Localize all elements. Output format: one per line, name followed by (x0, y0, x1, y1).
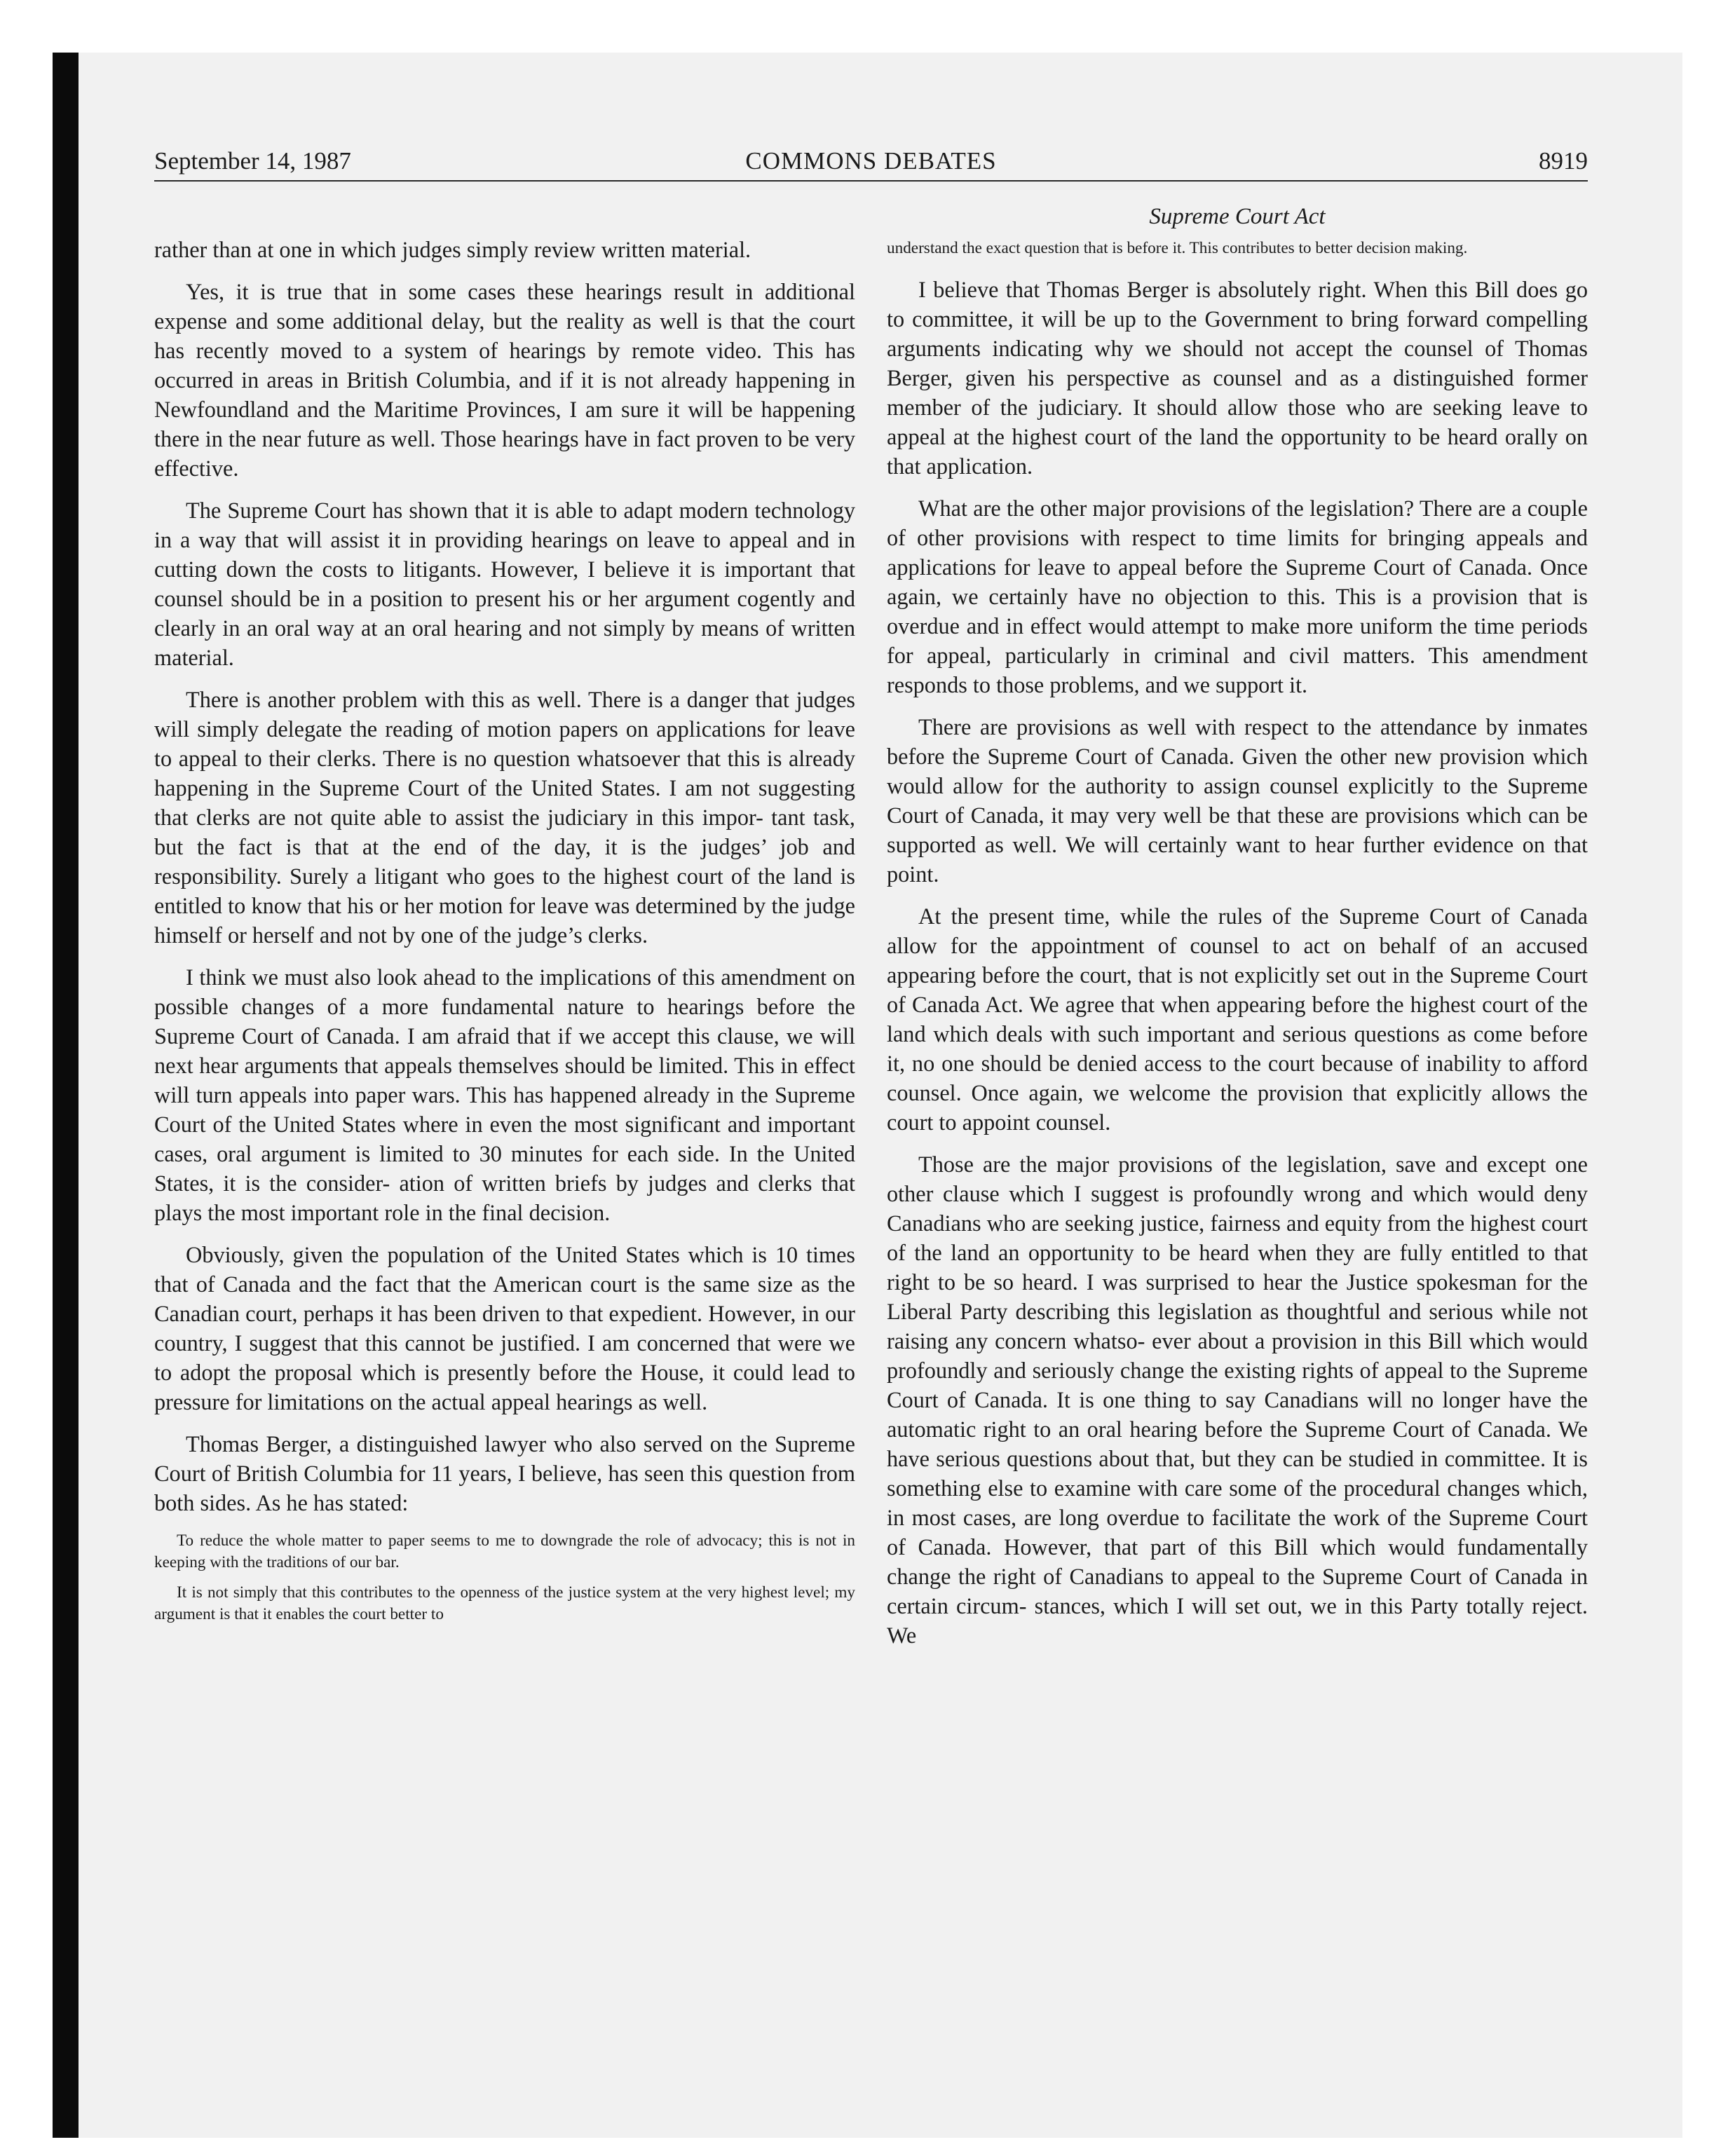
paragraph: rather than at one in which judges simply review written material. (154, 237, 751, 262)
scan-edge-shadow (53, 53, 79, 2138)
document-page (154, 144, 1588, 2078)
header-page-number: 8919 (1539, 147, 1588, 175)
paragraph: There is another problem with this as well. There is a danger that judges will simply delegate the reading of motion papers on applications for leave to appeal to their clerks. There is no question whatsoever that this is already happening in the Supreme Court of the United States. I am not suggesting that clerks are not quite able to assist the judiciary in this impor- tant task, but the fact is that at the end of the day, it is the judges’ job and responsibility. Surely a litigant who goes to the highest court of the land is entitled to know that his or her motion for leave was determined by the judge himself or herself and not by one of the judge’s clerks. (154, 687, 855, 948)
left-column (154, 235, 855, 1634)
block-quote-continuation: understand the exact question that is before it. This contributes to better decision making. (887, 239, 1468, 257)
paragraph: What are the other major provisions of the legislation? There are a couple of other provisions with respect to time limits for bringing appeals and applications for leave to appeal before the Supreme Court of Canada. Once again, we certainly have no objection to this. This is a provision that is overdue and in effect would attempt to make more uniform the time periods for appeal, particularly in criminal and civil matters. This amendment responds to those problems, and we support it. (887, 496, 1588, 697)
paragraph: Thomas Berger, a distinguished lawyer who also served on the Supreme Court of British Columbia for 11 years, I believe, has seen this question from both sides. As he has stated: (154, 1431, 855, 1515)
paragraph: Obviously, given the population of the United States which is 10 times that of Canada and the fact that the American court is the same size as the Canadian court, perhaps it has been driven to that expedient. However, in our country, I suggest that this cannot be justified. I am concerned that were we to adopt the proposal which is presently before the House, it could lead to pressure for limitations on the actual appeal hearings as well. (154, 1242, 855, 1414)
header-rule (154, 180, 1588, 182)
block-quote: To reduce the whole matter to paper seems to me to downgrade the role of advocacy; this is not in keeping with the traditions of our bar. (154, 1531, 855, 1571)
paragraph: At the present time, while the rules of the Supreme Court of Canada allow for the appointment of counsel to act on behalf of an accused appearing before the court, that is not explicitly set out in the Supreme Court of Canada Act. We agree that when appearing before the highest court of the land which deals with such important and serious questions as come before it, no one should be denied access to the court because of inability to afford counsel. Once again, we welcome the provision that explicitly allows the court to appoint counsel. (887, 903, 1588, 1135)
page-header (154, 144, 1588, 179)
paragraph: There are provisions as well with respect to the attendance by inmates before the Supreme Court of Canada. Given the other new provision which would allow for the authority to assign counsel explicitly to the Supreme Court of Canada, it may very well be that these are provisions which can be supported as well. We will certainly want to hear further evidence on that point. (887, 714, 1588, 887)
paragraph: The Supreme Court has shown that it is able to adapt modern technology in a way that will assist it in providing hearings on leave to appeal and in cutting down the costs to litigants. However, I believe it is important that counsel should be in a position to present his or her argument cogently and clearly in an oral way at an oral hearing and not simply by means of written material. (154, 498, 855, 670)
right-column (887, 200, 1588, 1663)
paragraph: I think we must also look ahead to the implications of this amendment on possible changes of a more fundamental nature to hearings before the Supreme Court of Canada. I am afraid that if we accept this clause, we will next hear arguments that appeals themselves should be limited. This in effect will turn appeals into paper wars. This has happened already in the Supreme Court of the United States where in even the most significant and important cases, oral argument is limited to 30 minutes for each side. In the United States, it is the consider- ation of written briefs by judges and clerks that plays the most important role in the final decision. (154, 964, 855, 1225)
running-head: Supreme Court Act (1149, 204, 1326, 229)
header-date: September 14, 1987 (154, 147, 351, 175)
block-quote: It is not simply that this contributes to the openness of the justice system at the very highest level; my argument is that it enables the court better to (154, 1583, 855, 1623)
paragraph: I believe that Thomas Berger is absolutely right. When this Bill does go to committee, it will be up to the Government to bring forward compelling arguments indicating why we should not accept the counsel of Thomas Berger, given his perspective as counsel and as a distinguished former member of the judiciary. It should allow those who are seeking leave to appeal at the highest court of the land the opportunity to be heard orally on that application. (887, 277, 1588, 479)
header-publication-title: COMMONS DEBATES (745, 147, 997, 175)
paragraph: Those are the major provisions of the legislation, save and except one other clause which I suggest is profoundly wrong and which would deny Canadians who are seeking justice, fairness and equity from the highest court of the land an opportunity to be heard when they are fully entitled to that right to be so heard. I was surprised to hear the Justice spokesman for the Liberal Party describing this legislation as thoughtful and serious while not raising any concern whatso- ever about a provision in this Bill which would profoundly and seriously change the existing rights of appeal to the Supreme Court of Canada. It is one thing to say Canadians will no longer have the automatic right to an oral hearing before the Supreme Court of Canada. We have serious questions about that, but they can be studied in committee. It is something else to examine with care some of the procedural changes which, in most cases, are long overdue to facilitate the work of the Supreme Court of Canada. However, that part of this Bill which would fundamentally change the right of Canadians to appeal to the Supreme Court of Canada in certain circum- stances, which I will set out, we in this Party totally reject. We (887, 1152, 1588, 1648)
paragraph: Yes, it is true that in some cases these hearings result in additional expense and some additional delay, but the reality as well is that the court has recently moved to a system of hearings by remote video. This has occurred in areas in British Columbia, and if it is not already happening in Newfoundland and the Maritime Provinces, I am sure it will be happening there in the near future as well. Those hearings have in fact proven to be very effective. (154, 279, 855, 481)
